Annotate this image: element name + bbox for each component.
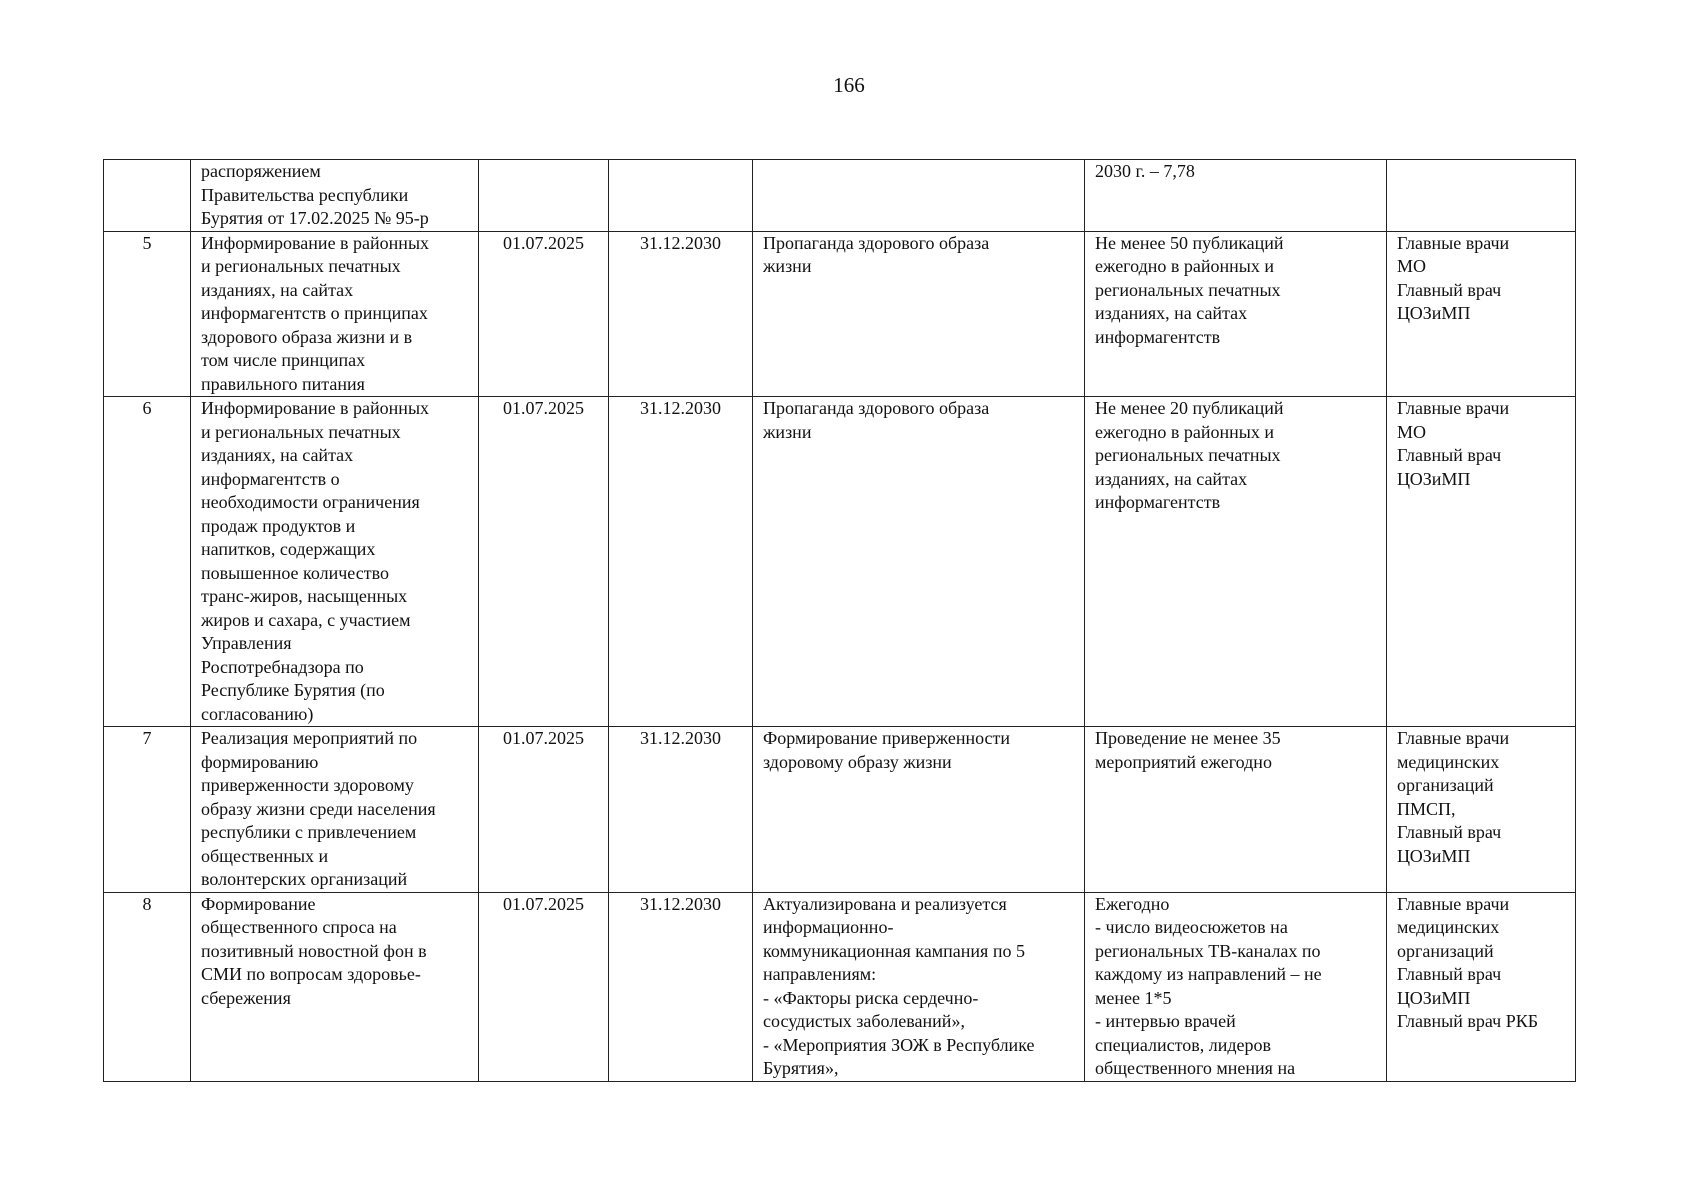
cell-start-date: 01.07.2025 xyxy=(479,231,609,397)
cell-activity: Информирование в районных и региональных печатных изданиях, на сайтах информагентств о принципах здорового образа жизни и в том числе принципах правильного питания xyxy=(191,231,479,397)
cell-number: 6 xyxy=(104,397,191,727)
cell-responsible xyxy=(1387,160,1576,232)
measures-table xyxy=(103,159,1576,1082)
cell-indicator: 2030 г. – 7,78 xyxy=(1085,160,1387,232)
cell-end-date: 31.12.2030 xyxy=(609,231,753,397)
cell-start-date xyxy=(479,160,609,232)
table-row xyxy=(104,892,1576,1081)
cell-activity: распоряжением Правительства республики Бурятия от 17.02.2025 № 95-р xyxy=(191,160,479,232)
cell-responsible: Главные врачи медицинских организаций Главный врач ЦОЗиМП Главный врач РКБ xyxy=(1387,892,1576,1081)
cell-result: Пропаганда здорового образа жизни xyxy=(753,231,1085,397)
cell-start-date: 01.07.2025 xyxy=(479,397,609,727)
cell-result: Формирование приверженности здоровому образу жизни xyxy=(753,727,1085,893)
cell-indicator: Не менее 20 публикаций ежегодно в районных и региональных печатных изданиях, на сайтах информагентств xyxy=(1085,397,1387,727)
cell-result xyxy=(753,160,1085,232)
table-row xyxy=(104,727,1576,893)
cell-end-date: 31.12.2030 xyxy=(609,892,753,1081)
cell-activity: Информирование в районных и региональных печатных изданиях, на сайтах информагентств о необходимости ограничения продаж продуктов и напитков, содержащих повышенное количество транс-жиров, насыщенных жиров и сахара, с участием Управления Роспотребнадзора по Республике Бурятия (по согласованию) xyxy=(191,397,479,727)
cell-start-date: 01.07.2025 xyxy=(479,892,609,1081)
cell-end-date xyxy=(609,160,753,232)
cell-indicator: Не менее 50 публикаций ежегодно в районных и региональных печатных изданиях, на сайтах информагентств xyxy=(1085,231,1387,397)
cell-indicator: Ежегодно - число видеосюжетов на региональных ТВ-каналах по каждому из направлений – не менее 1*5 - интервью врачей специалистов, лидеров общественного мнения на xyxy=(1085,892,1387,1081)
cell-end-date: 31.12.2030 xyxy=(609,397,753,727)
cell-end-date: 31.12.2030 xyxy=(609,727,753,893)
page-number: 166 xyxy=(833,73,865,97)
cell-indicator: Проведение не менее 35 мероприятий ежегодно xyxy=(1085,727,1387,893)
cell-number: 8 xyxy=(104,892,191,1081)
table-row xyxy=(104,231,1576,397)
cell-responsible: Главные врачи МО Главный врач ЦОЗиМП xyxy=(1387,397,1576,727)
cell-number: 5 xyxy=(104,231,191,397)
cell-responsible: Главные врачи медицинских организаций ПМСП, Главный врач ЦОЗиМП xyxy=(1387,727,1576,893)
cell-result: Пропаганда здорового образа жизни xyxy=(753,397,1085,727)
cell-number: 7 xyxy=(104,727,191,893)
cell-result: Актуализирована и реализуется информационно- коммуникационная кампания по 5 направлениям: - «Факторы риска сердечно- сосудистых заболеваний», - «Мероприятия ЗОЖ в Республике Бурятия», xyxy=(753,892,1085,1081)
cell-activity: Формирование общественного спроса на позитивный новостной фон в СМИ по вопросам здоровье- сбережения xyxy=(191,892,479,1081)
cell-activity: Реализация мероприятий по формированию приверженности здоровому образу жизни среди населения республики с привлечением общественных и волонтерских организаций xyxy=(191,727,479,893)
cell-start-date: 01.07.2025 xyxy=(479,727,609,893)
cell-responsible: Главные врачи МО Главный врач ЦОЗиМП xyxy=(1387,231,1576,397)
table-row xyxy=(104,397,1576,727)
cell-number xyxy=(104,160,191,232)
table-row xyxy=(104,160,1576,232)
